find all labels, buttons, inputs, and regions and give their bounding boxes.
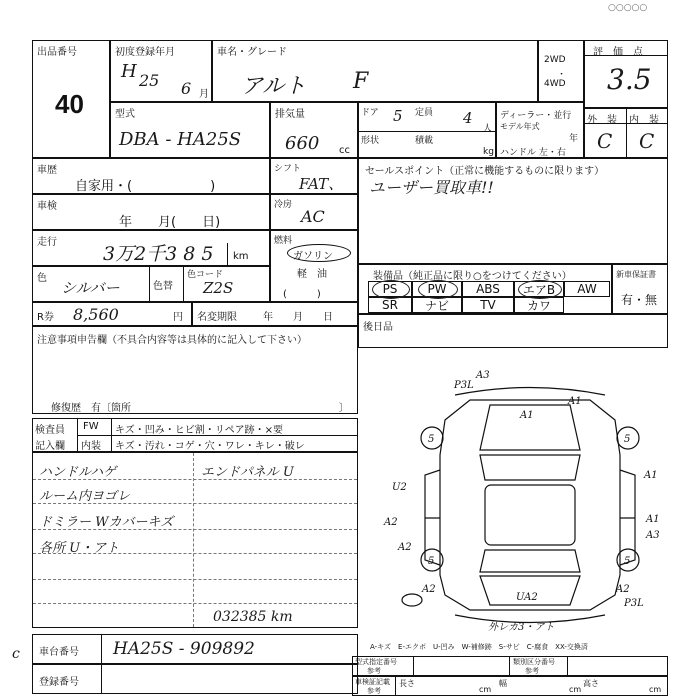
name-change-label: 名変期限 bbox=[197, 312, 237, 323]
color-box bbox=[32, 266, 270, 302]
equip-pw-circle bbox=[418, 280, 458, 299]
sales-point-label: セールスポイント（正常に機能するものに限ります） bbox=[365, 166, 605, 177]
history-label: 車歴 bbox=[37, 165, 57, 176]
inspection-box bbox=[32, 194, 270, 230]
mark-right-a3: A3 bbox=[646, 530, 660, 541]
mirror-sketch bbox=[402, 594, 422, 606]
recycle-label: R券 bbox=[37, 312, 54, 323]
mark-right-a1-2: A1 bbox=[646, 514, 660, 525]
displacement-box bbox=[270, 102, 358, 158]
equip-airbag: エアB bbox=[514, 281, 564, 297]
model-label: 型式 bbox=[115, 109, 135, 120]
notes-box bbox=[32, 326, 358, 414]
repair-history-close: 〕 bbox=[339, 403, 349, 414]
first-reg-era: H bbox=[121, 61, 137, 82]
inspector-note-2: ルーム内ヨゴレ bbox=[39, 489, 131, 504]
roof-panel bbox=[485, 485, 575, 545]
odometer-note: 032385 km bbox=[213, 609, 293, 625]
ac-value: AC bbox=[301, 207, 325, 226]
dims-height-unit: cm bbox=[649, 685, 662, 694]
model-box bbox=[110, 102, 270, 158]
registration-box bbox=[32, 664, 358, 694]
fuel-circle bbox=[287, 244, 351, 262]
drive-box bbox=[538, 40, 584, 102]
drive-4wd: 4WD bbox=[544, 79, 566, 89]
rear-items-box bbox=[358, 314, 668, 348]
inspector-note-1: ハンドルハゲ bbox=[39, 465, 117, 480]
load-label: 積載 bbox=[415, 136, 434, 146]
equip-aw: AW bbox=[564, 281, 610, 297]
equipment-label: 装備品（純正品に限り○をつけてください） bbox=[373, 271, 572, 282]
inspector-check-box bbox=[32, 418, 358, 452]
notes-label: 注意事項申告欄（不具合内容等は具体的に記入して下さい） bbox=[37, 335, 307, 346]
mark-left-u2: U2 bbox=[392, 482, 407, 493]
car-grade: F bbox=[353, 69, 369, 94]
drive-2wd: 2WD bbox=[544, 55, 566, 65]
doors: 5 bbox=[393, 107, 403, 125]
entry-label: 記入欄 bbox=[35, 441, 65, 452]
exterior-label: 外 装 bbox=[587, 115, 617, 126]
repair-history-label: 修復歴 有〔箇所 bbox=[51, 403, 131, 414]
inspector-note-right: エンドパネル U bbox=[201, 465, 294, 480]
car-body-outline bbox=[440, 400, 620, 610]
year-suffix: 年 bbox=[569, 134, 579, 144]
ac-label: 冷房 bbox=[274, 200, 293, 210]
inspection-label: 車検 bbox=[37, 201, 57, 212]
exterior-score: C bbox=[597, 129, 613, 153]
capacity-unit: 人 bbox=[483, 124, 493, 134]
mark-front-a3: A3 bbox=[476, 370, 490, 381]
displacement: 660 bbox=[285, 133, 320, 154]
equip-abs: ABS bbox=[462, 281, 514, 297]
handle-label: ハンドル 左・右 bbox=[500, 148, 566, 158]
damage-legend: A-キズ E-エクボ U-凹み W-補修跡 S-サビ C-腐食 XX-交換済 bbox=[370, 643, 588, 651]
cc-unit: cc bbox=[339, 145, 350, 156]
month-suffix: 月 bbox=[199, 89, 209, 100]
shift-box bbox=[270, 158, 358, 194]
dims-height: 高さ bbox=[583, 679, 599, 688]
fuel-other: ( ) bbox=[283, 289, 321, 300]
inspector-note-4: 各所 U・アト bbox=[39, 541, 120, 556]
tire-rl-value: 5 bbox=[428, 556, 435, 567]
name-change-value: 年 月 日 bbox=[263, 312, 333, 323]
drive-dot: ・ bbox=[557, 70, 567, 80]
mark-front-p3l: P3L bbox=[454, 380, 474, 391]
tire-fr-value: 5 bbox=[624, 434, 631, 445]
recycle-box bbox=[32, 302, 192, 326]
color-code-label: 色コード bbox=[187, 270, 224, 280]
mark-hood-a1: A1 bbox=[520, 410, 534, 421]
interior-label: 内 装 bbox=[629, 115, 659, 126]
color-value: シルバー bbox=[61, 279, 120, 297]
mileage-value: 3万2千3 8 5 bbox=[103, 243, 214, 265]
shape-label: 形状 bbox=[361, 136, 380, 146]
dealer-box bbox=[496, 102, 584, 158]
check-interior: 内装 bbox=[81, 441, 101, 452]
fuel-diesel: 軽 油 bbox=[297, 269, 327, 280]
shift-label: シフト bbox=[274, 164, 302, 174]
dims-label: 車検証記載 bbox=[355, 678, 390, 686]
chassis-box bbox=[32, 634, 358, 664]
diagram-bottom-note: 外レカ3・アト bbox=[488, 622, 555, 633]
rear-items-label: 後日品 bbox=[363, 322, 393, 333]
mark-left-a1: A2 bbox=[398, 542, 412, 553]
equip-leather: カワ bbox=[514, 297, 564, 313]
capacity-label: 定員 bbox=[415, 108, 434, 118]
equip-ps-circle bbox=[372, 280, 410, 299]
mark-rear-right-a2: A2 bbox=[616, 584, 630, 595]
lot-number-label: 出品番号 bbox=[37, 47, 77, 58]
fuel-gasoline: ガソリン bbox=[293, 251, 333, 262]
sub-score-box bbox=[584, 108, 668, 158]
first-reg-month: 6 bbox=[181, 79, 192, 98]
mileage-box bbox=[32, 230, 270, 266]
mark-rear-a2: A2 bbox=[422, 584, 436, 595]
name-change-box bbox=[192, 302, 358, 326]
windshield bbox=[480, 455, 580, 480]
first-reg-year: 25 bbox=[139, 71, 160, 90]
score-label: 評 価 点 bbox=[593, 47, 643, 58]
ac-box bbox=[270, 194, 358, 230]
class-number-label: 類別区分番号 bbox=[513, 658, 555, 666]
mileage-unit: km bbox=[233, 251, 249, 262]
recycle-value: 8,560 bbox=[73, 305, 119, 324]
capacity: 4 bbox=[463, 109, 473, 127]
inspector-label: 検査員 bbox=[35, 425, 65, 436]
car-damage-diagram bbox=[380, 360, 680, 650]
mark-right-a1: A1 bbox=[644, 470, 658, 481]
dims-width-unit: cm bbox=[569, 685, 582, 694]
lot-number: 40 bbox=[55, 89, 84, 119]
color-change-label: 色替 bbox=[153, 281, 173, 292]
color-label: 色 bbox=[37, 273, 47, 284]
front-bumper bbox=[455, 388, 605, 396]
dims-length: 長さ bbox=[399, 679, 415, 688]
overall-score: 3.5 bbox=[607, 63, 652, 96]
registration-label: 登録番号 bbox=[39, 677, 79, 688]
type-cert-label: 型式指定番号 bbox=[355, 658, 397, 666]
first-registration-box bbox=[110, 40, 212, 102]
mark-left-a2: A2 bbox=[384, 517, 398, 528]
dims-width: 幅 bbox=[499, 679, 507, 688]
first-registration-label: 初度登録年月 bbox=[115, 47, 175, 58]
mark-rear-right-p3l: P3L bbox=[624, 598, 644, 609]
dims-length-unit: cm bbox=[479, 685, 492, 694]
left-margin-mark: c bbox=[12, 646, 20, 662]
model-code: DBA - HA25S bbox=[119, 129, 242, 150]
inspector-note-3: ドミラー Wカバーキズ bbox=[39, 515, 174, 530]
history-value: 自家用・( ) bbox=[75, 179, 216, 194]
mark-fender-a1: A1 bbox=[568, 396, 582, 407]
history-box bbox=[32, 158, 270, 194]
mileage-label: 走行 bbox=[37, 237, 57, 248]
inspection-value: 年 月( 日) bbox=[119, 215, 221, 230]
check-row1-items: キズ・凹み・ヒビ割・リペア跡・×要 bbox=[115, 425, 283, 436]
car-name: アルト bbox=[241, 74, 307, 99]
sales-point-box bbox=[358, 158, 668, 264]
lot-number-box bbox=[32, 40, 110, 158]
equip-tv: TV bbox=[462, 297, 514, 313]
load-unit: kg bbox=[483, 147, 494, 157]
equip-navi: ナビ bbox=[412, 297, 462, 313]
check-row2-items: キズ・汚れ・コゲ・穴・ワレ・キレ・破レ bbox=[115, 441, 305, 452]
equip-pw: PW bbox=[412, 281, 462, 297]
door-label: ドア bbox=[361, 108, 379, 118]
chassis-label: 車台番号 bbox=[39, 647, 79, 658]
model-year-label: モデル年式 bbox=[500, 122, 540, 131]
type-cert-ref: 参考 bbox=[367, 667, 381, 675]
inspector-notes-area bbox=[32, 452, 358, 628]
door-capacity-box bbox=[358, 102, 496, 158]
check-fw: FW bbox=[83, 421, 99, 432]
tire-fl-value: 5 bbox=[428, 434, 435, 445]
fuel-label: 燃料 bbox=[274, 236, 293, 246]
interior-score: C bbox=[639, 129, 655, 153]
warranty-box bbox=[612, 264, 668, 314]
recycle-unit: 円 bbox=[173, 312, 183, 323]
fuel-box bbox=[270, 230, 358, 302]
type-cert-box bbox=[352, 656, 668, 676]
color-code: Z2S bbox=[203, 279, 234, 297]
displacement-label: 排気量 bbox=[275, 109, 305, 120]
car-name-label: 車名・グレード bbox=[217, 47, 287, 58]
shift-value: FAT、 bbox=[299, 175, 344, 193]
tire-rr-value: 5 bbox=[624, 556, 631, 567]
dimensions-box bbox=[352, 676, 668, 696]
warranty-value: 有・無 bbox=[621, 293, 658, 307]
equip-airbag-circle bbox=[518, 280, 562, 299]
rear-window bbox=[480, 550, 580, 572]
car-name-box bbox=[212, 40, 538, 102]
warranty-label: 新車保証書 bbox=[616, 270, 656, 279]
sales-point-text: ユーザー買取車!! bbox=[369, 178, 494, 197]
class-number-ref: 参考 bbox=[525, 667, 539, 675]
equip-sr: SR bbox=[368, 297, 412, 313]
dims-ref: 参考 bbox=[367, 687, 381, 695]
equip-ps: PS bbox=[368, 281, 412, 297]
chassis-number: HA25S - 909892 bbox=[113, 639, 255, 659]
corner-mark: ○○○○○ bbox=[608, 3, 648, 13]
mark-rear-ua2: UA2 bbox=[516, 592, 538, 603]
dealer-label: ディーラー・並行 bbox=[500, 111, 572, 121]
score-box bbox=[584, 40, 668, 108]
